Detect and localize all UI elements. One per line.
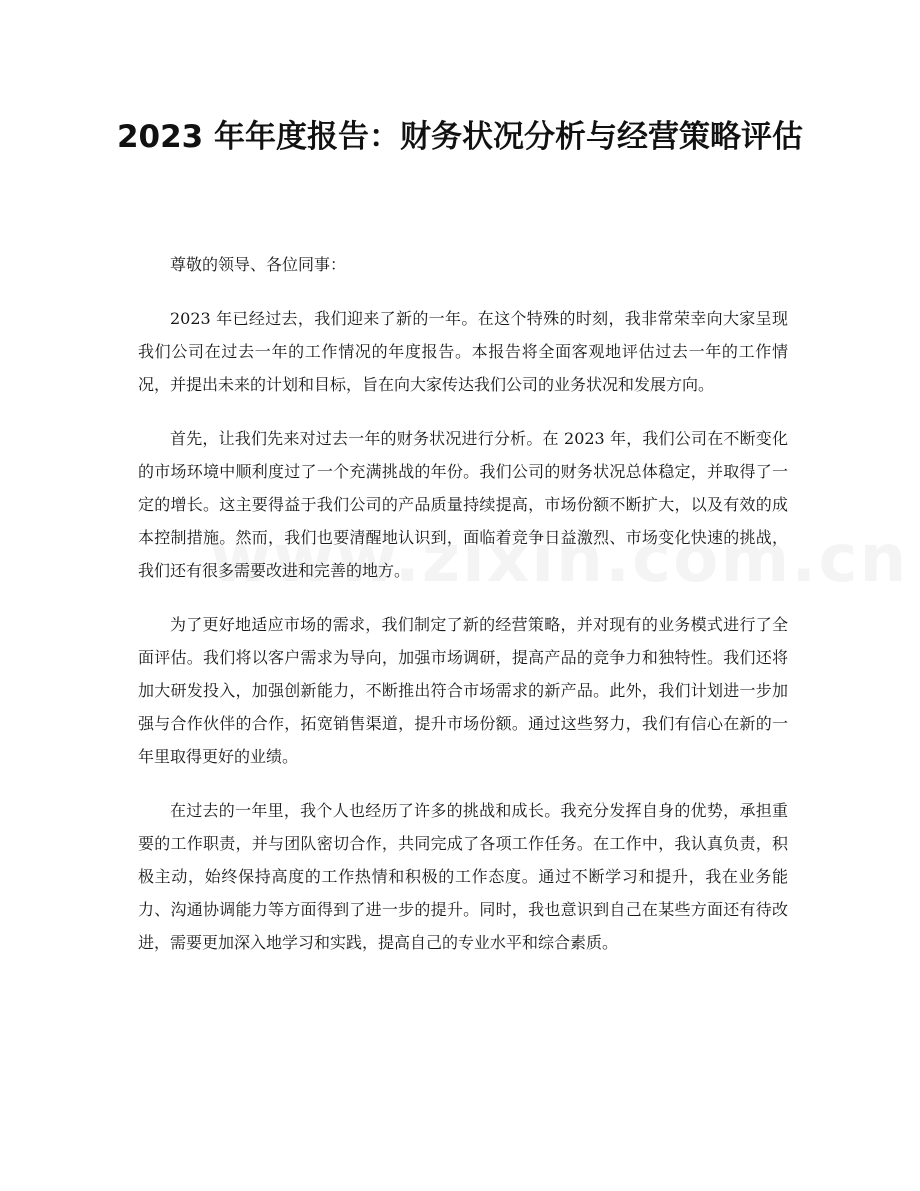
document-title: 2023 年年度报告：财务状况分析与经营策略评估 xyxy=(116,119,804,155)
body-paragraph-1: 2023 年已经过去，我们迎来了新的一年。在这个特殊的时刻，我非常荣幸向大家呈现我们公司在过去一年的工作情况的年度报告。本报告将全面客观地评估过去一年的工作情况，并提出未来的计划和目标，旨在向大家传达我们公司的业务状况和发展方向。 xyxy=(138,309,788,394)
document-body xyxy=(138,248,788,980)
body-paragraph-2: 首先，让我们先来对过去一年的财务状况进行分析。在 2023 年，我们公司在不断变化的市场环境中顺利度过了一个充满挑战的年份。我们公司的财务状况总体稳定，并取得了一定的增长。这主要得益于我们公司的产品质量持续提高，市场份额不断扩大，以及有效的成本控制措施。然而，我们也要清醒地认识到，面临着竞争日益激烈、市场变化快速的挑战，我们还有很多需要改进和完善的地方。 xyxy=(138,429,788,580)
body-paragraph-3: 为了更好地适应市场的需求，我们制定了新的经营策略，并对现有的业务模式进行了全面评估。我们将以客户需求为导向，加强市场调研，提高产品的竞争力和独特性。我们还将加大研发投入，加强创新能力，不断推出符合市场需求的新产品。此外，我们计划进一步加强与合作伙伴的合作，拓宽销售渠道，提升市场份额。通过这些努力，我们有信心在新的一年里取得更好的业绩。 xyxy=(138,615,788,766)
body-paragraph-4: 在过去的一年里，我个人也经历了许多的挑战和成长。我充分发挥自身的优势，承担重要的工作职责，并与团队密切合作，共同完成了各项工作任务。在工作中，我认真负责，积极主动，始终保持高度的工作热情和积极的工作态度。通过不断学习和提升，我在业务能力、沟通协调能力等方面得到了进一步的提升。同时，我也意识到自己在某些方面还有待改进，需要更加深入地学习和实践，提高自己的专业水平和综合素质。 xyxy=(138,801,788,952)
salutation-paragraph: 尊敬的领导、各位同事： xyxy=(170,255,347,274)
